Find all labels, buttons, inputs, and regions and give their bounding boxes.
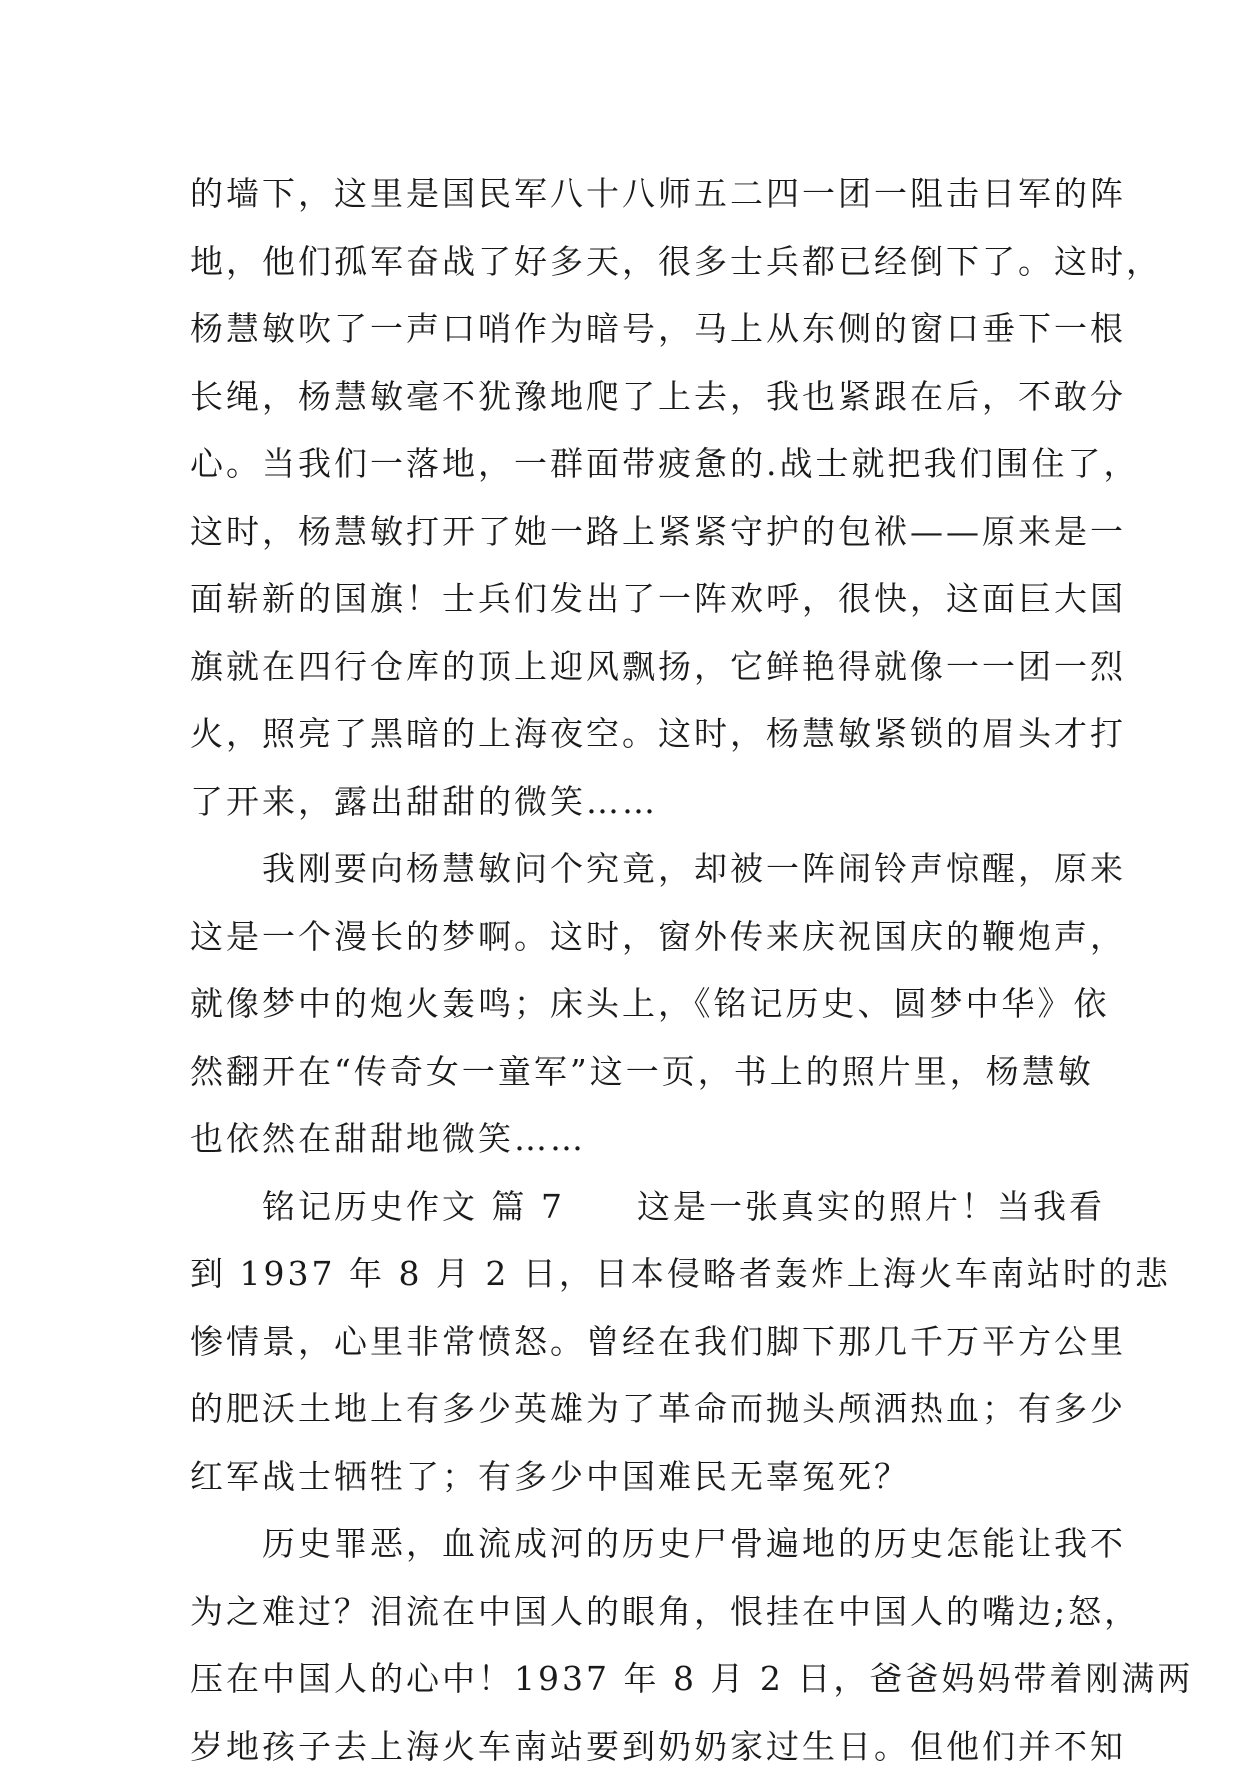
text-line: 的肥沃土地上有多少英雄为了革命而抛头颅洒热血；有多少 bbox=[190, 1375, 1070, 1443]
text-line: 了开来，露出甜甜的微笑…… bbox=[190, 768, 1070, 836]
text-line: 惨情景，心里非常愤怒。曾经在我们脚下那几千万平方公里 bbox=[190, 1308, 1070, 1376]
section-heading-line: 铭记历史作文 篇 7 这是一张真实的照片！当我看 bbox=[190, 1173, 1070, 1241]
text-line: 红军战士牺牲了；有多少中国难民无辜冤死？ bbox=[190, 1443, 1070, 1511]
text-line: 地，他们孤军奋战了好多天，很多士兵都已经倒下了。这时， bbox=[190, 228, 1070, 296]
text-line: 这是一个漫长的梦啊。这时，窗外传来庆祝国庆的鞭炮声， bbox=[190, 903, 1070, 971]
text-line: 就像梦中的炮火轰鸣；床头上，《铭记历史、圆梦中华》依 bbox=[190, 970, 1070, 1038]
text-line: 火，照亮了黑暗的上海夜空。这时，杨慧敏紧锁的眉头才打 bbox=[190, 700, 1070, 768]
text-line: 这时，杨慧敏打开了她一路上紧紧守护的包袱——原来是一 bbox=[190, 498, 1070, 566]
text-line: 的墙下，这里是国民军八十八师五二四一团一阻击日军的阵 bbox=[190, 160, 1070, 228]
text-line: 长绳，杨慧敏毫不犹豫地爬了上去，我也紧跟在后，不敢分 bbox=[190, 363, 1070, 431]
text-line: 面崭新的国旗！士兵们发出了一阵欢呼，很快，这面巨大国 bbox=[190, 565, 1070, 633]
text-line: 心。当我们一落地，一群面带疲惫的.战士就把我们围住了， bbox=[190, 430, 1070, 498]
text-line: 历史罪恶，血流成河的历史尸骨遍地的历史怎能让我不 bbox=[190, 1510, 1070, 1578]
text-line: 岁地孩子去上海火车南站要到奶奶家过生日。但他们并不知 bbox=[190, 1713, 1070, 1780]
text-line: 杨慧敏吹了一声口哨作为暗号，马上从东侧的窗口垂下一根 bbox=[190, 295, 1070, 363]
text-line: 压在中国人的心中！1937 年 8 月 2 日，爸爸妈妈带着刚满两 bbox=[190, 1645, 1070, 1713]
body-text bbox=[190, 160, 1070, 1780]
text-line: 然翻开在“传奇女一童军”这一页，书上的照片里，杨慧敏 bbox=[190, 1038, 1070, 1106]
text-line: 到 1937 年 8 月 2 日，日本侵略者轰炸上海火车南站时的悲 bbox=[190, 1240, 1070, 1308]
text-line: 也依然在甜甜地微笑…… bbox=[190, 1105, 1070, 1173]
text-line: 为之难过？泪流在中国人的眼角，恨挂在中国人的嘴边;怒， bbox=[190, 1578, 1070, 1646]
text-line: 旗就在四行仓库的顶上迎风飘扬，它鲜艳得就像一一团一烈 bbox=[190, 633, 1070, 701]
text-line: 我刚要向杨慧敏问个究竟，却被一阵闹铃声惊醒，原来 bbox=[190, 835, 1070, 903]
